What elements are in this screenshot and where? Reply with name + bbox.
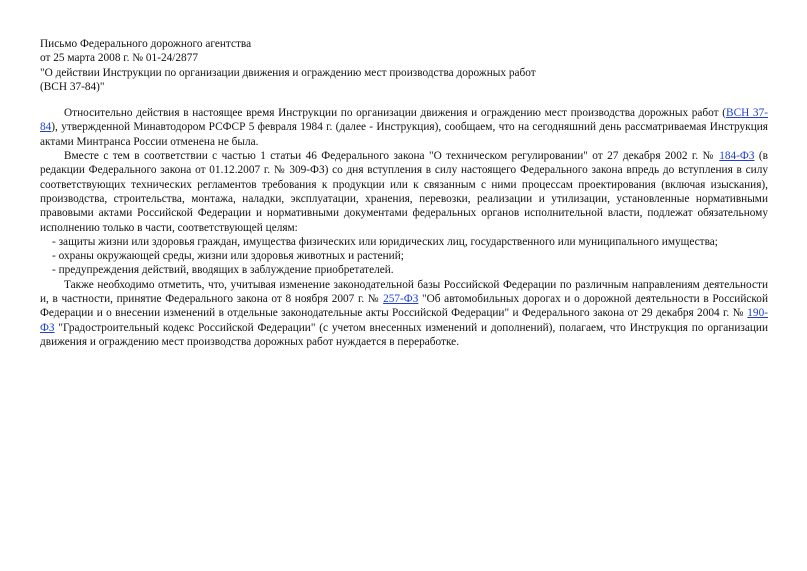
paragraph-1-text-b: ), утвержденной Минавтодором РСФСР 5 февраля 1984 г. (далее - Инструкция), сообщаем, что на сегодняшний день рассматриваемая Инструкция актами Минтранса России отменена не была. [40, 121, 768, 148]
header-line-issuer: Письмо Федерального дорожного агентства [40, 38, 252, 50]
paragraph-3-text-b: "Об автомобильных дорогах и о дорожной деятельности в Российской Федерации и о внесении изменений в отдельные законодательные акты Российской Федерации" и Федерального закона от 29 декабря 2004 г. № [40, 293, 768, 320]
paragraph-2 [40, 149, 768, 235]
paragraph-1-text-a: Относительно действия в настоящее время Инструкции по организации движения и ограждению мест производства дорожных работ ( [64, 107, 727, 120]
paragraph-2-text-a: Вместе с тем в соответствии с частью 1 статьи 46 Федерального закона "О техническом регулировании" от 27 декабря 2002 г. № [64, 150, 720, 163]
document-body [40, 37, 768, 349]
paragraph-3-text-a: Также необходимо отметить, что, учитывая изменение законодательной базы Российской Федерации по различным направлениям деятельности и, в частности, принятие Федерального закона от 8 ноября 2007 г. № [40, 278, 768, 306]
paragraph-2-text-b: (в редакции Федерального закона от 01.12.2007 г. № 309-ФЗ) со дня вступления в силу настоящего Федерального закона впредь до вступления в силу соответствующих технических регламентов требования к продукции или к связанным с ними процессам проектирования (включая изыскания), производства, строительства, монтажа, наладки, эксплуатации, хранения, перевозки, реализации и утилизации, установленные нормативными правовыми актами Российской Федерации и нормативными документами федеральных органов исполнительной власти, подлежат обязательному исполнению только в части, соответствующей целям: [40, 150, 768, 234]
list-item: - защиты жизни или здоровья граждан, имущества физических или юридических лиц, государственного или муниципального имущества; [52, 235, 718, 248]
paragraph-3 [40, 278, 768, 349]
document-header [40, 37, 768, 94]
header-line-title: "О действии Инструкции по организации движения и ограждению мест производства дорожных работ [40, 66, 536, 79]
list-item: - охраны окружающей среды, жизни или здоровья животных и растений; [52, 250, 404, 263]
link-184-fz[interactable]: 184-ФЗ [719, 150, 755, 163]
header-line-date: от 25 марта 2008 г. № 01-24/2877 [40, 52, 198, 65]
link-vsn-37-84[interactable]: ВСН 37-84 [40, 107, 768, 134]
header-line-title-end: (ВСН 37-84)" [40, 80, 105, 93]
link-257-fz[interactable]: 257-ФЗ [383, 293, 419, 306]
paragraph-1 [40, 106, 768, 149]
link-190-fz[interactable]: 190-ФЗ [40, 307, 768, 334]
paragraph-3-text-c: "Градостроительный кодекс Российской Федерации" (с учетом внесенных изменений и дополнений), полагаем, что Инструкция по организации движения и ограждению мест производства дорожных работ нуждается в переработке. [40, 321, 768, 348]
list-item: - предупреждения действий, вводящих в заблуждение приобретателей. [52, 264, 394, 277]
